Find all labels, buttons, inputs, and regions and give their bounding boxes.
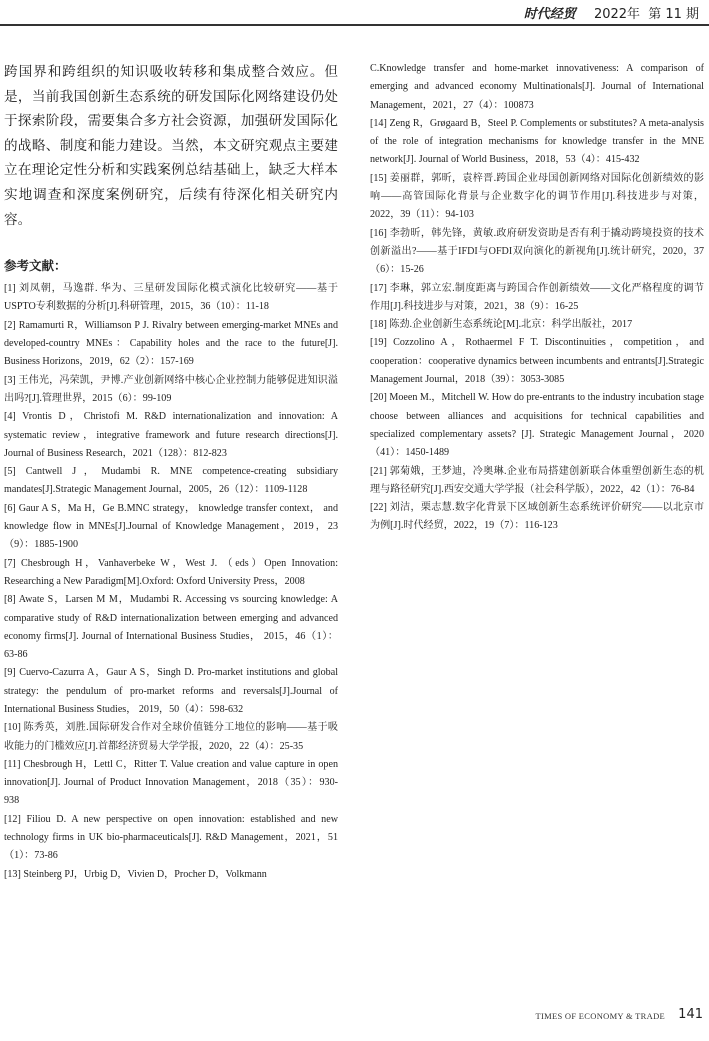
reference-item: [16] 李勃昕，韩先锋，黄敏.政府研发资助是否有利于撬动跨境投资的技术创新溢出?——基于IFDI与OFDI双向演化的新视角[J].统计研究，2020，37（6）：15-26 [370, 227, 704, 276]
reference-item: [2] Ramamurti R，Williamson P J. Rivalry between emerging-market MNEs and developed-country MNEs：Capability holes and the race to the future[J]. Business Horizons，2019，62（2）：157-169 [4, 319, 338, 368]
reference-item: [6] Gaur A S，Ma H，Ge B.MNC strategy， knowledge transfer context， and knowledge flow in MNEs[J].Journal of Knowledge Management，2019，23（9）：1885-1900 [4, 502, 338, 551]
reference-item: [19] Cozzolino A，Rothaermel F T. Discontinuities，competition，and cooperation：cooperative dynamics between incumbents and entrants[J].Strategic Management Journal，2018（39）：3053-3085 [370, 337, 704, 386]
reference-item: [13] Steinberg PJ，Urbig D，Vivien D，Procher D，Volkmann [4, 868, 267, 880]
reference-item: [10] 陈秀英，刘胜.国际研发合作对全球价值链分工地位的影响——基于吸收能力的门槛效应[J].首都经济贸易大学学报，2020，22（4）：25-35 [4, 722, 338, 752]
right-column [370, 60, 704, 536]
reference-item: [3] 王伟光，冯荣凯，尹博.产业创新网络中核心企业控制力能够促进知识溢出吗?[J].管理世界，2015（6）：99-109 [4, 374, 338, 404]
reference-continuation: C.Knowledge transfer and home-market innovativeness: A comparison of emerging and advanced economy Multinationals[J]. Journal of International Management，2021，27（4）：100873 [370, 63, 704, 111]
page-number: 141 [678, 1007, 703, 1022]
references-heading: 参考文献： [4, 258, 67, 274]
reference-item: [11] Chesbrough H，Lettl C，Ritter T. Value creation and value capture in open innovation[J]. Journal of Product Innovation Management，2018（35）：930-938 [4, 758, 338, 807]
reference-item: [9] Cuervo-Cazurra A，Gaur A S，Singh D. Pro-market institutions and global strategy: the pendulum of pro-market reforms and reversals[J].Journal of International Business Studies， 2019，50（4）：598-632 [4, 667, 338, 715]
reference-item: [22] 刘洁，栗志慧.数字化背景下区域创新生态系统评价研究——以北京市为例[J].时代经贸，2022，19（7）：116-123 [370, 502, 704, 532]
reference-item: [8] Awate S，Larsen M M，Mudambi R. Accessing vs sourcing knowledge: A comparative study of R&D internationalization between emerging and advanced economy firms[J]. Journal of International Business Studies， 2015，46（1）：63-86 [4, 594, 338, 661]
reference-item: [1] 刘凤朝，马逸群. 华为、三星研发国际化模式演化比较研究——基于USPTO专利数据的分析[J].科研管理，2015，36（10）：11-18 [4, 283, 338, 313]
running-footer [0, 1001, 709, 1041]
reference-item: [21] 郭菊娥，王梦迪，冷奥琳.企业布局搭建创新联合体重塑创新生态的机理与路径研究[J].西安交通大学学报（社会科学版），2022，42（1）：76-84 [370, 465, 704, 495]
footer-magazine-name: TIMES OF ECONOMY & TRADE [535, 1011, 665, 1021]
header-info [524, 3, 699, 22]
reference-list-left [4, 280, 338, 884]
header-rule [0, 24, 709, 26]
reference-item: [12] Filiou D. A new perspective on open innovation: established and new technology firms in UK bio-pharmaceuticals[J]. R&D Management，2021，51（1）：73-86 [4, 813, 338, 862]
issue-year: 2022年 [593, 7, 641, 22]
reference-item: [4] Vrontis D，Christofi M. R&D internationalization and innovation: A systematic review，integrative framework and future research directions[J]. Journal of Business Research，2021（128）：812-823 [4, 411, 338, 459]
reference-item: [20] Moeen M.，Mitchell W. How do pre-entrants to the industry incubation stage choose between alliances and acquisitions for technical capabilities and specialized complementary assets? [J]. Strategic Management Journal，2020（41）：1450-1489 [370, 392, 704, 459]
issue-number: 第 11 期 [648, 7, 699, 22]
reference-item: [17] 李琳，郭立宏.制度距离与跨国合作创新绩效——文化严格程度的调节作用[J].科技进步与对策，2021，38（9）：16-25 [370, 282, 704, 312]
reference-list-right [370, 115, 704, 536]
left-column [4, 60, 338, 884]
reference-item: [15] 姜丽群，郭昕，袁梓晋.跨国企业母国创新网络对国际化创新绩效的影响——高管国际化背景与企业数字化的调节作用[J].科技进步与对策，2022，39（11）：94-103 [370, 172, 704, 221]
reference-item: [18] 陈劲.企业创新生态系统论[M].北京：科学出版社，2017 [370, 319, 633, 331]
body-paragraph: 跨国界和跨组织的知识吸收转移和集成整合效应。但是，当前我国创新生态系统的研发国际化网络建设仍处于探索阶段，需要集合多方社会资源，加强研发国际化的战略、制度和能力建设。当然，本文研究观点主要建立在理论定性分析和实践案例总结基础上，缺乏大样本实地调查和深度案例研究，后续有待深化相关研究内容。 [4, 64, 338, 228]
reference-item: [14] Zeng R，Grøgaard B，Steel P. Complements or substitutes? A meta-analysis of the role of integration mechanisms for knowledge transfer in the MNE network[J]. Journal of World Business，2018，53（4）：415-432 [370, 117, 704, 166]
reference-item: [7] Chesbrough H，Vanhaverbeke W，West J. （eds）Open Innovation: Researching a New Paradigm[M].Oxford: Oxford University Press，2008 [4, 557, 338, 587]
reference-item: [5] Cantwell J，Mudambi R. MNE competence-creating subsidiary mandates[J].Strategic Management Journal，2005，26（12）：1109-1128 [4, 466, 338, 496]
magazine-title: 时代经贸 [523, 7, 576, 22]
